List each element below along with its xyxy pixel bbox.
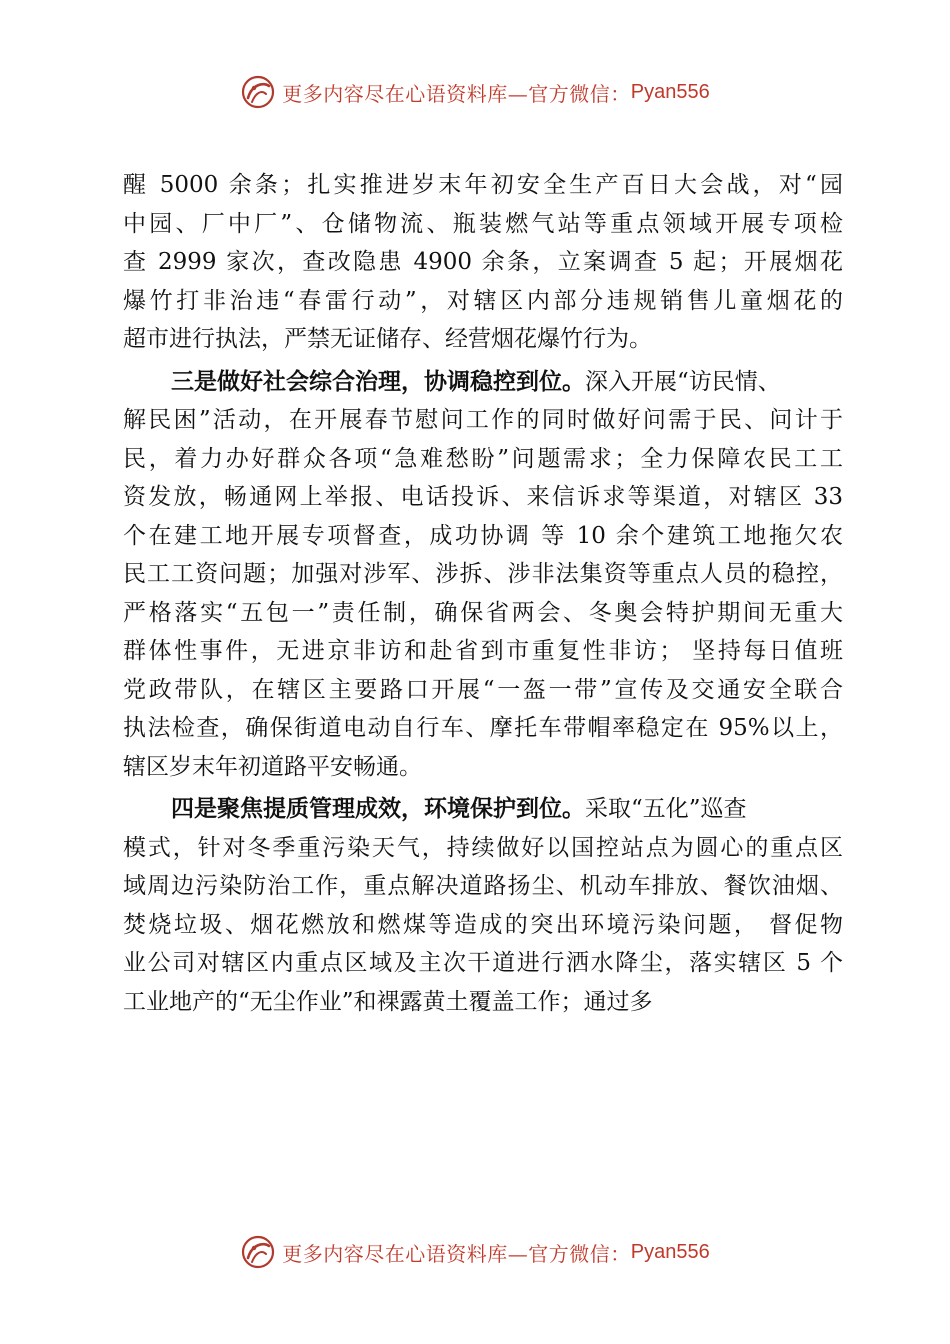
- body-line: 党政带队，在辖区主要路口开展“一盔一带”宣传及交通安全联合: [123, 676, 843, 703]
- body-line: 群体性事件，无进京非访和赴省到市重复性非访； 坚持每日值班: [123, 638, 843, 664]
- body-line: 辖区岁末年初道路平安畅通。: [123, 753, 422, 780]
- header-banner: [0, 70, 950, 114]
- body-line: 资发放，畅通网上举报、电话投诉、来信诉求等渠道，对辖区 33: [123, 484, 843, 510]
- body-line: 模式，针对冬季重污染天气，持续做好以国控站点为圆心的重点区: [123, 834, 843, 861]
- body-line: 民，着力办好群众各项“急难愁盼”问题需求；全力保障农民工工: [123, 445, 843, 472]
- body-line: 民工工资问题；加强对涉军、涉拆、涉非法集资等重点人员的稳控，: [123, 561, 843, 587]
- footer-banner-id: Pyan556: [630, 1240, 710, 1263]
- body-text: 深入开展“访民情、: [585, 368, 781, 395]
- body-line: 中园、厂中厂”、仓储物流、瓶装燃气站等重点领域开展专项检: [123, 210, 843, 237]
- footer-banner: [0, 1230, 950, 1274]
- body-text: 采取“五化”巡查: [585, 796, 747, 822]
- body-line: 焚烧垃圾、烟花燃放和燃煤等造成的突出环境污染问题， 督促物: [123, 911, 843, 938]
- logo-icon: [240, 74, 276, 110]
- document-body: [123, 166, 843, 1021]
- body-line: 醒 5000 余条；扎实推进岁末年初安全生产百日大会战，对“园: [123, 172, 843, 198]
- footer-banner-text: 更多内容尽在心语资料库—官方微信：: [282, 1241, 631, 1266]
- body-line: 工业地产的“无尘作业”和裸露黄土覆盖工作；通过多: [123, 988, 653, 1015]
- body-line: 查 2999 家次，查改隐患 4900 余条，立案调查 5 起；开展烟花: [123, 249, 843, 275]
- body-line: 解民困”活动，在开展春节慰问工作的同时做好问需于民、问计于: [123, 407, 843, 433]
- logo-icon: [240, 1234, 276, 1270]
- body-line: 严格落实“五包一”责任制，确保省两会、冬奥会特护期间无重大: [123, 599, 843, 626]
- body-line: 个在建工地开展专项督查，成功协调 等 10 余个建筑工地拖欠农: [123, 522, 843, 549]
- section-heading: 三是做好社会综合治理，协调稳控到位。: [171, 368, 585, 395]
- body-line: 业公司对辖区内重点区域及主次干道进行洒水降尘，落实辖区 5 个: [123, 950, 843, 976]
- paragraph-first-line: [123, 790, 843, 829]
- header-banner-id: Pyan556: [630, 80, 710, 103]
- paragraph-first-line: [123, 363, 843, 402]
- body-line: 域周边污染防治工作，重点解决道路扬尘、机动车排放、餐饮油烟、: [123, 873, 843, 899]
- header-banner-text: 更多内容尽在心语资料库—官方微信：: [282, 81, 631, 106]
- body-line: 执法检查，确保街道电动自行车、摩托车带帽率稳定在 95%以上，: [123, 715, 843, 741]
- body-line: 爆竹打非治违“春雷行动”，对辖区内部分违规销售儿童烟花的: [123, 287, 843, 314]
- section-heading: 四是聚焦提质管理成效，环境保护到位。: [171, 796, 585, 822]
- body-line: 超市进行执法，严禁无证储存、经营烟花爆竹行为。: [123, 326, 652, 352]
